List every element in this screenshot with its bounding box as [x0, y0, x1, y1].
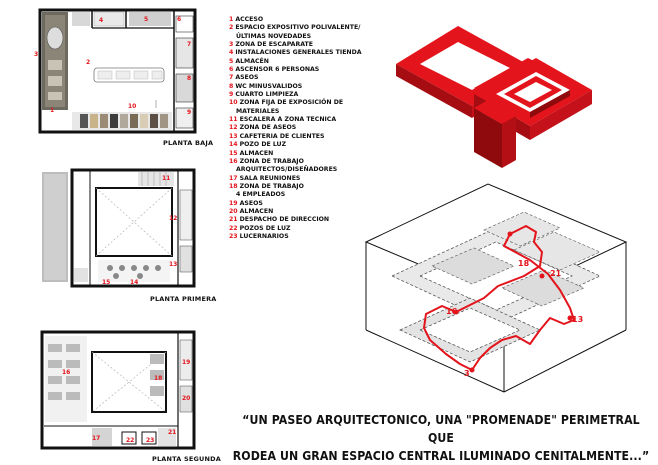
plan-label: 2 — [86, 59, 91, 66]
plan-label: 23 — [146, 437, 155, 444]
iso-label: 21 — [550, 269, 562, 278]
plan-label: 19 — [182, 359, 191, 366]
legend-item: 9 CUARTO LIMPIEZA — [229, 91, 299, 99]
plan-label: 1 — [50, 107, 55, 114]
iso-label: 16 — [446, 307, 458, 316]
plan-label: 4 — [99, 17, 104, 24]
quote-line: RODEA UN GRAN ESPACIO CENTRAL ILUMINADO CENITALMENTE...” — [232, 449, 650, 463]
legend-item: 3 ZONA DE ESCAPARATE — [229, 41, 313, 49]
legend-item: 20 ALMACEN — [229, 207, 274, 215]
legend-item: 4 INSTALACIONES GENERALES TIENDA — [229, 49, 362, 57]
legend-item: 21 DESPACHO DE DIRECCION — [229, 216, 330, 224]
plan-label: 9 — [187, 109, 192, 116]
iso-label: 18 — [518, 259, 530, 268]
legend-item: 16 ZONA DE TRABAJO ARQUITECTOS/DISEÑADORES — [229, 157, 338, 174]
legend-item: 11 ESCALERA A ZONA TECNICA — [229, 116, 337, 124]
legend-item: 7 ASEOS — [229, 74, 259, 82]
legend-item: 6 ASCENSOR 6 PERSONAS — [229, 66, 320, 74]
plan-caption-primera: PLANTA PRIMERA — [150, 295, 217, 303]
legend-item: 12 ZONA DE ASEOS — [229, 124, 297, 132]
legend-item: 22 POZOS DE LUZ — [229, 224, 291, 232]
legend-item: 8 WC MINUSVALIDOS — [229, 82, 303, 90]
plan-label: 5 — [144, 16, 149, 23]
legend-item: 14 POZO DE LUZ — [229, 141, 287, 149]
plan-label: 17 — [92, 435, 101, 442]
plan-label: 20 — [182, 395, 191, 402]
legend-item: 23 LUCERNARIOS — [229, 232, 289, 240]
plan-planta-primera — [38, 168, 198, 290]
plan-label: 3 — [34, 51, 39, 58]
legend-list — [229, 16, 369, 241]
plan-label: 11 — [162, 175, 171, 182]
plan-label: 10 — [128, 103, 137, 110]
iso-label: 13 — [572, 315, 584, 324]
plan-label: 14 — [130, 279, 139, 286]
plan-label: 6 — [177, 16, 182, 23]
plan-label: 12 — [169, 215, 178, 222]
plan-caption-segunda: PLANTA SEGUNDA — [152, 455, 221, 463]
plan-label: 13 — [169, 261, 178, 268]
plan-label: 7 — [187, 41, 192, 48]
plan-planta-baja — [32, 8, 202, 136]
plan-label: 21 — [168, 429, 177, 436]
plan-label: 22 — [126, 437, 135, 444]
plan-label: 16 — [62, 369, 71, 376]
plan-label: 18 — [154, 375, 163, 382]
plan-label: 8 — [187, 75, 192, 82]
plan-caption-baja: PLANTA BAJA — [163, 139, 214, 147]
legend-item: 19 ASEOS — [229, 199, 263, 207]
promenade-quote — [232, 411, 650, 465]
legend-item: 15 ALMACEN — [229, 149, 274, 157]
legend-item: 2 ESPACIO EXPOSITIVO POLIVALENTE/ ÚLTIMAS NOVEDADES — [229, 24, 361, 40]
legend-item: 17 SALA REUNIONES — [229, 174, 301, 182]
plan-label: 15 — [102, 279, 111, 286]
legend-item: 1 ACCESO — [229, 16, 264, 23]
legend-item: 13 CAFETERIA DE CLIENTES — [229, 132, 325, 140]
legend-item: 18 ZONA DE TRABAJO 4 EMPLEADOS — [229, 182, 304, 199]
quote-line: “UN PASEO ARQUITECTONICO, UNA "PROMENADE" PERIMETRAL QUE — [242, 413, 640, 445]
legend-item: 5 ALMACÉN — [229, 57, 269, 65]
isometric-promenade-diagram — [364, 180, 628, 400]
legend-item: 10 ZONA FIJA DE EXPOSICIÓN DE MATERIALES — [229, 99, 344, 115]
red-volume-diagram — [378, 18, 608, 188]
plan-planta-segunda — [38, 330, 198, 450]
iso-label: 3 — [464, 369, 470, 378]
